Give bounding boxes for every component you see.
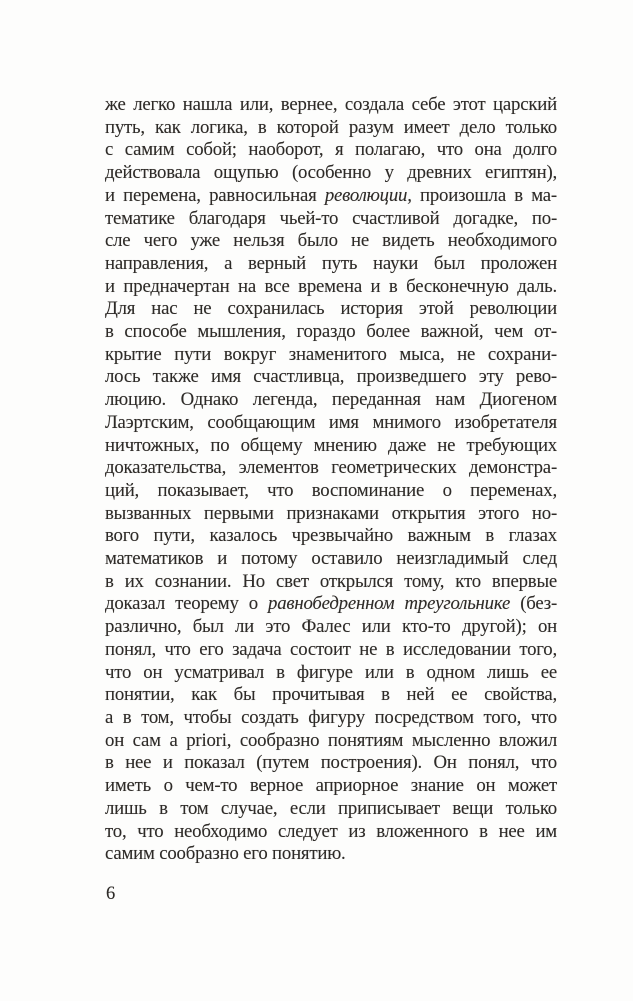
text-line	[105, 616, 557, 639]
text-segment: Для нас не сохранилась история этой революции	[105, 298, 557, 320]
text-segment: и перемена, равносильная	[105, 184, 325, 206]
text-line	[105, 208, 557, 231]
text-segment: в способе мышления, гораздо более важной, чем от-	[105, 321, 557, 343]
text-segment: действовала ощупью (особенно у древних египтян),	[105, 162, 557, 184]
text-line	[105, 298, 557, 321]
text-segment: с самим собой; наоборот, я полагаю, что она долго	[105, 139, 557, 161]
text-segment: направления, а верный путь науки был проложен	[105, 252, 557, 274]
text-segment: произошла в ма-	[411, 184, 557, 206]
text-segment: он сам a priori, сообразно понятиям мысленно вложил	[105, 729, 557, 751]
text-segment: понятии, как бы прочитывая в ней ее свойства,	[105, 684, 557, 706]
text-segment: ций, показывает, что воспоминание о переменах,	[105, 479, 557, 501]
text-line	[105, 276, 557, 299]
text-line	[105, 843, 557, 866]
text-segment: и предначертан на все времена и в бесконечную даль.	[105, 275, 557, 297]
text-segment: понял, что его задача состоит не в исследовании того,	[105, 638, 557, 660]
text-line	[105, 457, 557, 480]
text-line	[105, 525, 557, 548]
text-line	[105, 230, 557, 253]
text-line	[105, 412, 557, 435]
text-line	[105, 662, 557, 685]
text-line	[105, 571, 557, 594]
text-line	[105, 366, 557, 389]
text-segment: лишь в том случае, если приписывает вещи только	[105, 797, 557, 819]
italic-text-segment: равнобедренном треугольнике	[268, 593, 511, 615]
text-segment: тематике благодаря чьей-то счастливой догадке, по-	[105, 207, 557, 229]
text-line	[105, 707, 557, 730]
text-line	[105, 775, 557, 798]
text-line	[105, 752, 557, 775]
text-segment: (без-	[510, 593, 557, 615]
text-line	[105, 798, 557, 821]
text-segment: что он усматривал в фигуре или в одном лишь ее	[105, 661, 557, 683]
text-line	[105, 253, 557, 276]
text-segment: вызванных первыми признаками открытия этого но-	[105, 502, 557, 524]
text-line	[105, 593, 557, 616]
text-line	[105, 503, 557, 526]
text-segment: то, что необходимо следует из вложенного в нее им	[105, 820, 557, 842]
text-segment: самим сообразно его понятию.	[105, 843, 346, 865]
text-line	[105, 821, 557, 844]
text-line	[105, 321, 557, 344]
text-segment: в нее и показал (путем построения). Он понял, что	[105, 752, 557, 774]
text-segment: различно, был ли это Фалес или кто-то другой); он	[105, 616, 557, 638]
italic-text-segment: революции,	[324, 184, 412, 206]
text-segment: доказательства, элементов геометрических демонстра-	[105, 457, 557, 479]
text-segment: иметь о чем-то верное априорное знание он может	[105, 775, 557, 797]
text-segment: а в том, чтобы создать фигуру посредством того, что	[105, 706, 557, 728]
text-line	[105, 639, 557, 662]
text-segment: ничтожных, по общему мнению даже не требующих	[105, 434, 557, 456]
text-segment: доказал теорему о	[105, 593, 269, 615]
text-line	[105, 480, 557, 503]
text-segment: путь, как логика, в которой разум имеет дело только	[105, 116, 557, 138]
text-segment: крытие пути вокруг знаменитого мыса, не сохрани-	[105, 343, 557, 365]
text-segment: Лаэртским, сообщающим имя мнимого изобретателя	[105, 411, 557, 433]
text-segment: же легко нашла или, вернее, создала себе этот царский	[105, 94, 557, 115]
text-line	[105, 162, 557, 185]
text-segment: вого пути, казалось чрезвычайно важным в глазах	[105, 525, 557, 547]
text-block	[105, 94, 557, 866]
text-line	[105, 684, 557, 707]
text-line	[105, 185, 557, 208]
page-number: 6	[106, 884, 116, 904]
text-segment: люцию. Однако легенда, переданная нам Диогеном	[105, 389, 557, 411]
text-line	[105, 117, 557, 140]
text-line	[105, 548, 557, 571]
text-line	[105, 435, 557, 458]
text-line	[105, 389, 557, 412]
text-segment: в их сознании. Но свет открылся тому, кто впервые	[105, 570, 557, 592]
text-line	[105, 344, 557, 367]
text-segment: математиков и потому оставило неизгладимый след	[105, 548, 557, 570]
text-segment: сле чего уже нельзя было не видеть необходимого	[105, 230, 557, 252]
text-line	[105, 730, 557, 753]
text-line	[105, 94, 557, 117]
text-line	[105, 139, 557, 162]
text-segment: лось также имя счастливца, произведшего эту рево-	[105, 366, 557, 388]
